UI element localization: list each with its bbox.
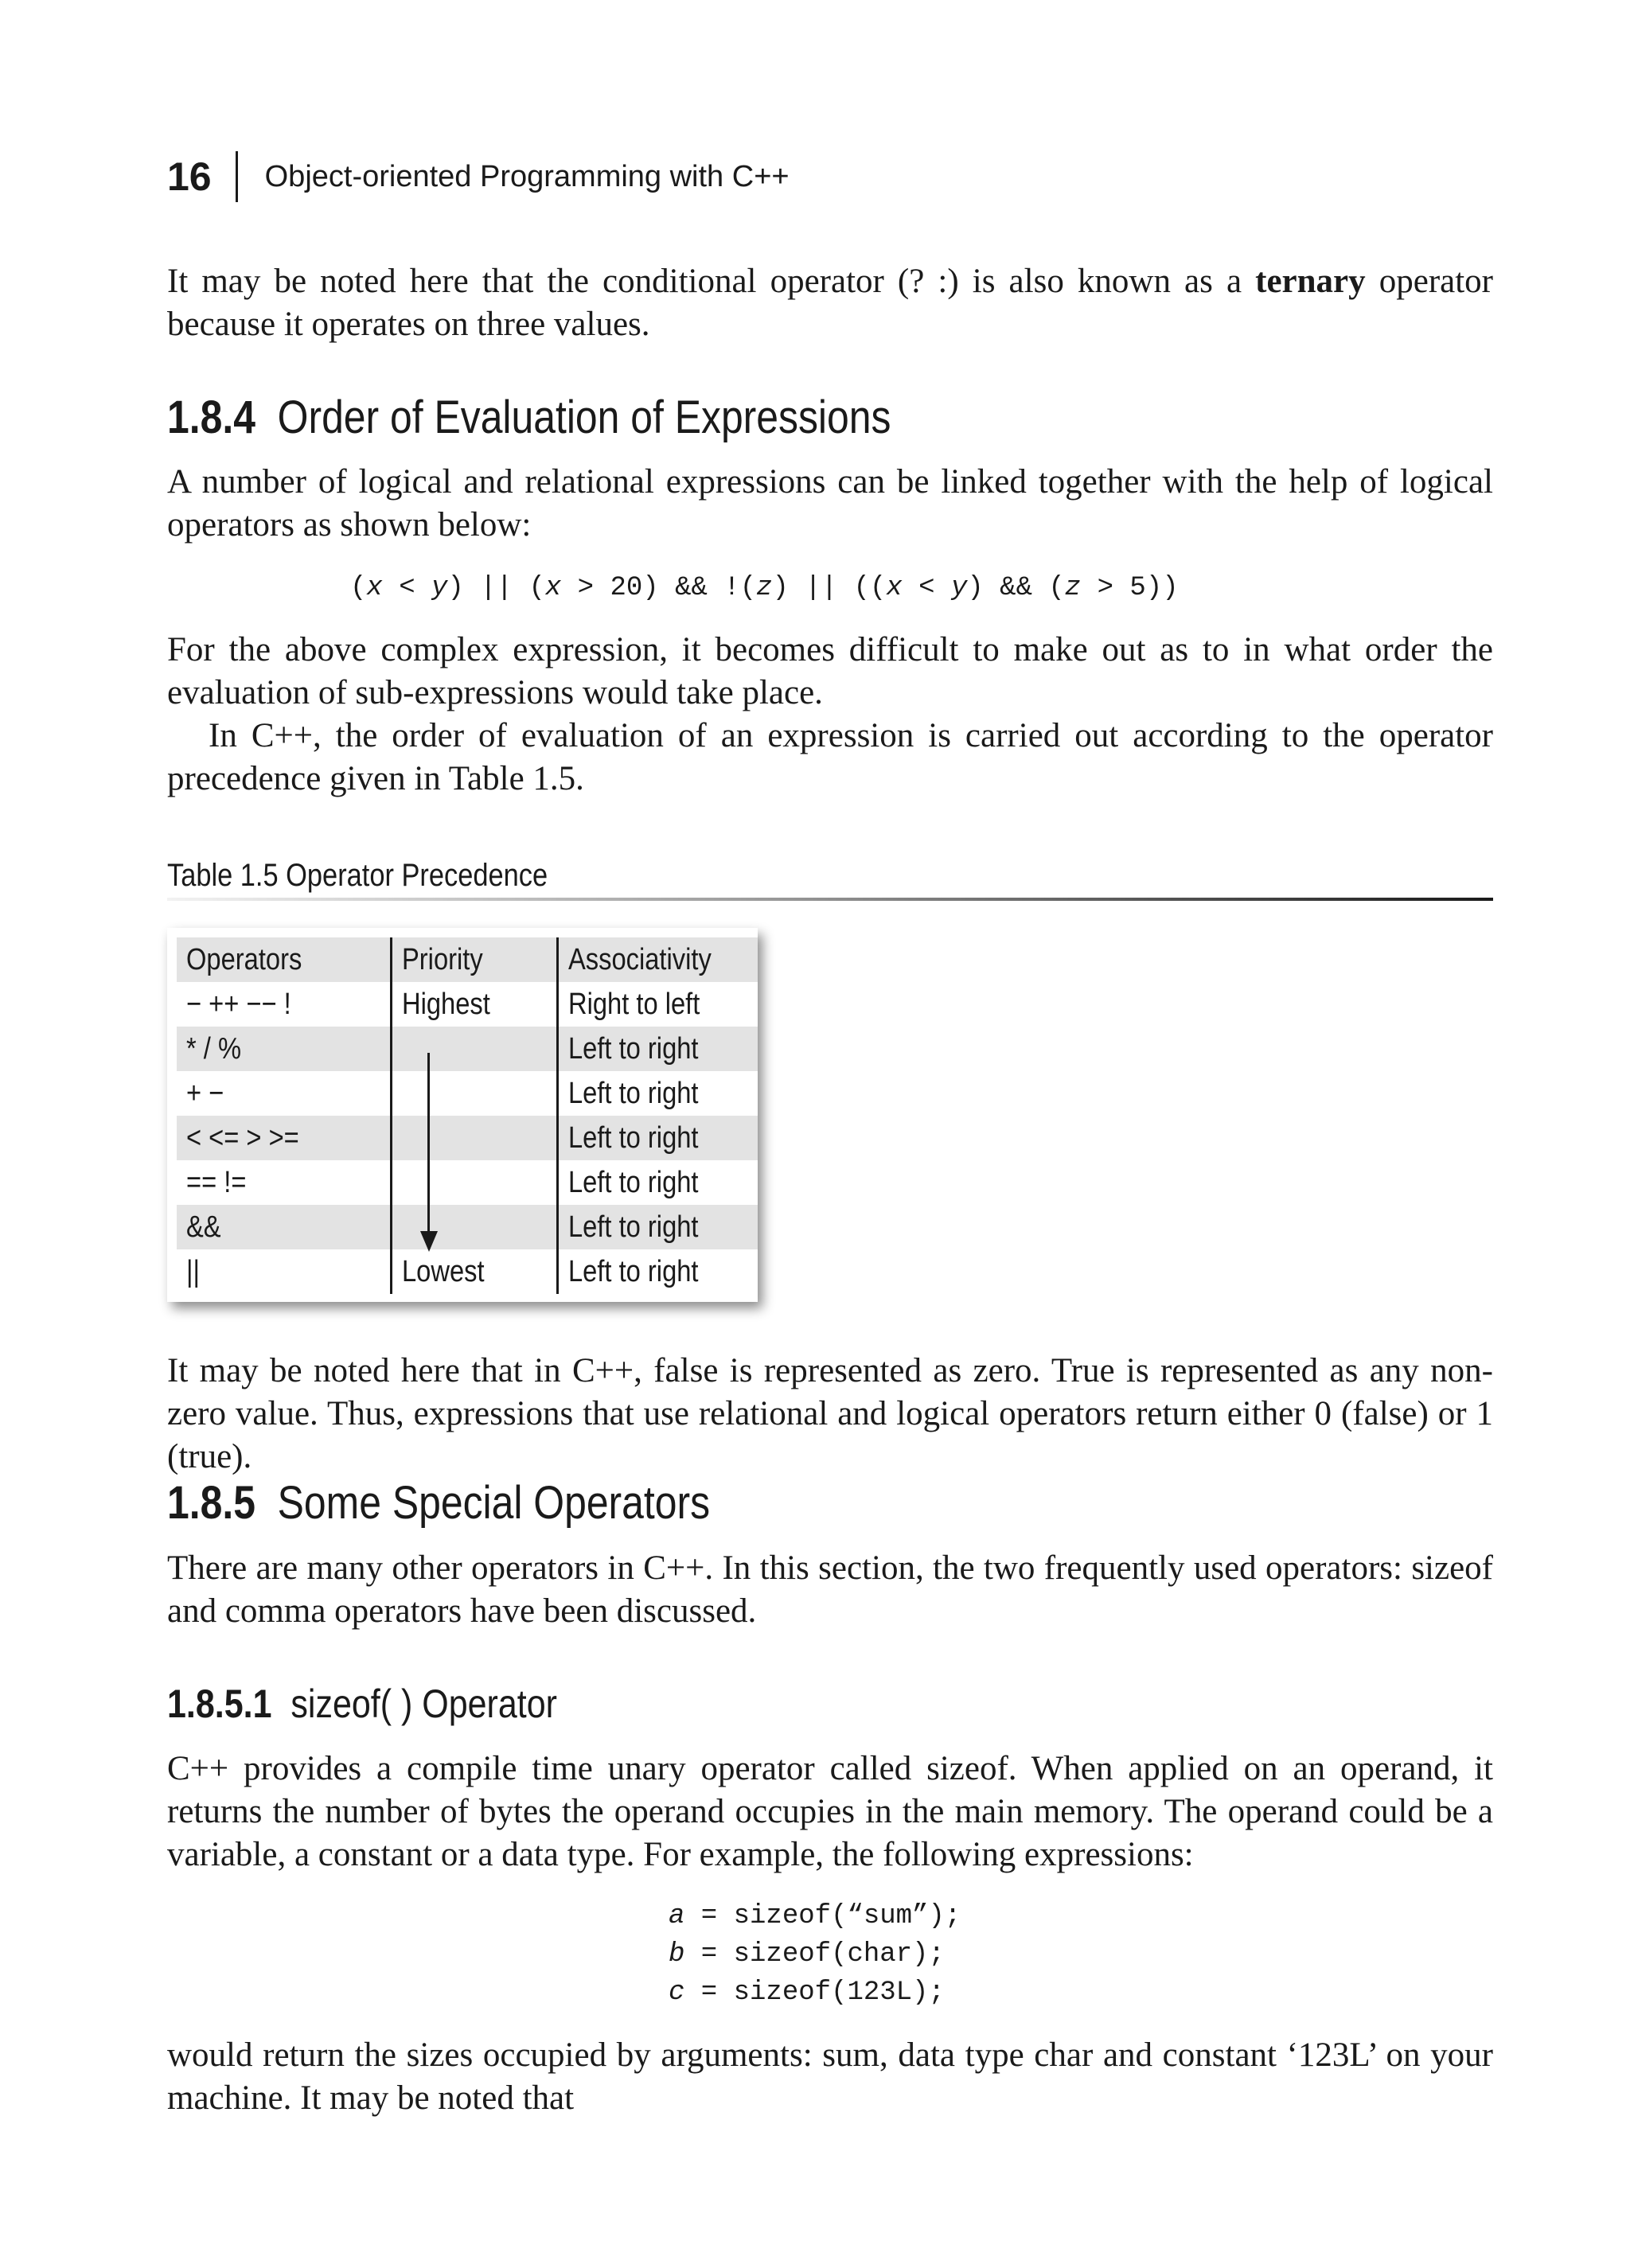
page-number: 16 (167, 154, 212, 199)
section-1-8-5-1-heading (167, 1684, 557, 1724)
cell-operators: − ++ −− ! (186, 987, 291, 1021)
section-1-8-5-para: There are many other operators in C++. In this section, the two frequently used operators: sizeof and comma operators have been discussed. (167, 1549, 1493, 1630)
priority-arrow-line (427, 1053, 430, 1233)
col-header-operators: Operators (177, 937, 392, 982)
section-number: 1.8.5 (167, 1477, 255, 1529)
section-title: Some Special Operators (277, 1477, 711, 1529)
cell-associativity: Left to right (558, 1205, 758, 1249)
table-row (177, 1160, 758, 1205)
code-line: a = sizeof(“sum”); (669, 1901, 961, 1931)
subsection-number: 1.8.5.1 (167, 1682, 272, 1726)
intro-bold-word: ternary (1255, 263, 1366, 300)
table-header-row (177, 937, 758, 982)
cell-associativity: Left to right (558, 1027, 758, 1071)
table-row (177, 1027, 758, 1071)
table-row (177, 1205, 758, 1249)
code-line: b = sizeof(char); (669, 1939, 945, 1970)
table-row (177, 1249, 758, 1294)
closing-paragraph: would return the sizes occupied by arguments: sum, data type char and constant ‘123L’ on your machine. It may be noted that (167, 2036, 1493, 2117)
precedence-table-card (167, 928, 758, 1302)
section-number: 1.8.4 (167, 392, 255, 443)
book-title: Object-oriented Programming with C++ (264, 160, 790, 193)
cell-associativity: Left to right (558, 1249, 758, 1294)
after-table-paragraph: It may be noted here that in C++, false is represented as zero. True is represented as any non-zero value. Thus, expressions that use relational and logical operators return either 0 (false) or 1 (true). (167, 1352, 1493, 1475)
section-1-8-4-para2: For the above complex expression, it becomes difficult to make out as to in what order the evaluation of sub-expressions would take place. (167, 631, 1493, 711)
expression-code: (x < y) || (x > 20) && !(z) || ((x < y) && (z > 5)) (350, 573, 1179, 603)
table-caption: Table 1.5 Operator Precedence (167, 858, 548, 893)
cell-priority: Lowest (392, 1249, 558, 1294)
precedence-table (177, 937, 758, 1294)
col-header-associativity: Associativity (558, 937, 758, 982)
subsection-title: sizeof( ) Operator (291, 1682, 557, 1726)
cell-priority (392, 1160, 558, 1205)
cell-associativity: Left to right (558, 1116, 758, 1160)
section-title: Order of Evaluation of Expressions (277, 392, 891, 443)
cell-priority (392, 1116, 558, 1160)
cell-associativity: Left to right (558, 1160, 758, 1205)
intro-text-before: It may be noted here that the conditional operator (? :) is also known as a (167, 263, 1256, 300)
cell-operators: * / % (177, 1027, 392, 1071)
running-header (167, 151, 790, 202)
table-caption-rule (167, 898, 1493, 901)
section-1-8-4-para3: In C++, the order of evaluation of an expression is carried out according to the operator precedence given in Table 1.5. (167, 717, 1493, 797)
sizeof-code-block (669, 1897, 961, 2012)
table-row (177, 982, 758, 1027)
cell-operators: < <= > >= (177, 1116, 392, 1160)
section-1-8-4-heading (167, 392, 891, 443)
table-row (177, 1071, 758, 1116)
cell-operators: && (177, 1205, 392, 1249)
cell-operators: + − (186, 1076, 224, 1110)
code-line: c = sizeof(123L); (669, 1978, 945, 2008)
section-1-8-5-1-para: C++ provides a compile time unary operator called sizeof. When applied on an operand, it returns the number of bytes the operand occupies in the main memory. The operand could be a variable, a constant or a data type. For example, the following expressions: (167, 1750, 1493, 1873)
cell-priority: Highest (392, 982, 558, 1027)
cell-priority (392, 1071, 558, 1116)
cell-associativity: Right to left (558, 982, 758, 1027)
cell-operators: || (186, 1254, 200, 1288)
table-row (177, 1116, 758, 1160)
intro-paragraph (167, 260, 1493, 346)
cell-priority (392, 1027, 558, 1071)
cell-operators: == != (186, 1165, 247, 1199)
section-1-8-4-para1: A number of logical and relational expressions can be linked together with the help of logical operators as shown below: (167, 463, 1493, 544)
intro-text-after: operator because it operates on three values. (167, 263, 1493, 343)
header-divider (236, 151, 238, 202)
section-1-8-5-heading (167, 1477, 711, 1529)
cell-priority (392, 1205, 558, 1249)
col-header-priority: Priority (392, 937, 558, 982)
priority-arrow-down-icon (420, 1231, 438, 1252)
cell-associativity: Left to right (558, 1071, 758, 1116)
